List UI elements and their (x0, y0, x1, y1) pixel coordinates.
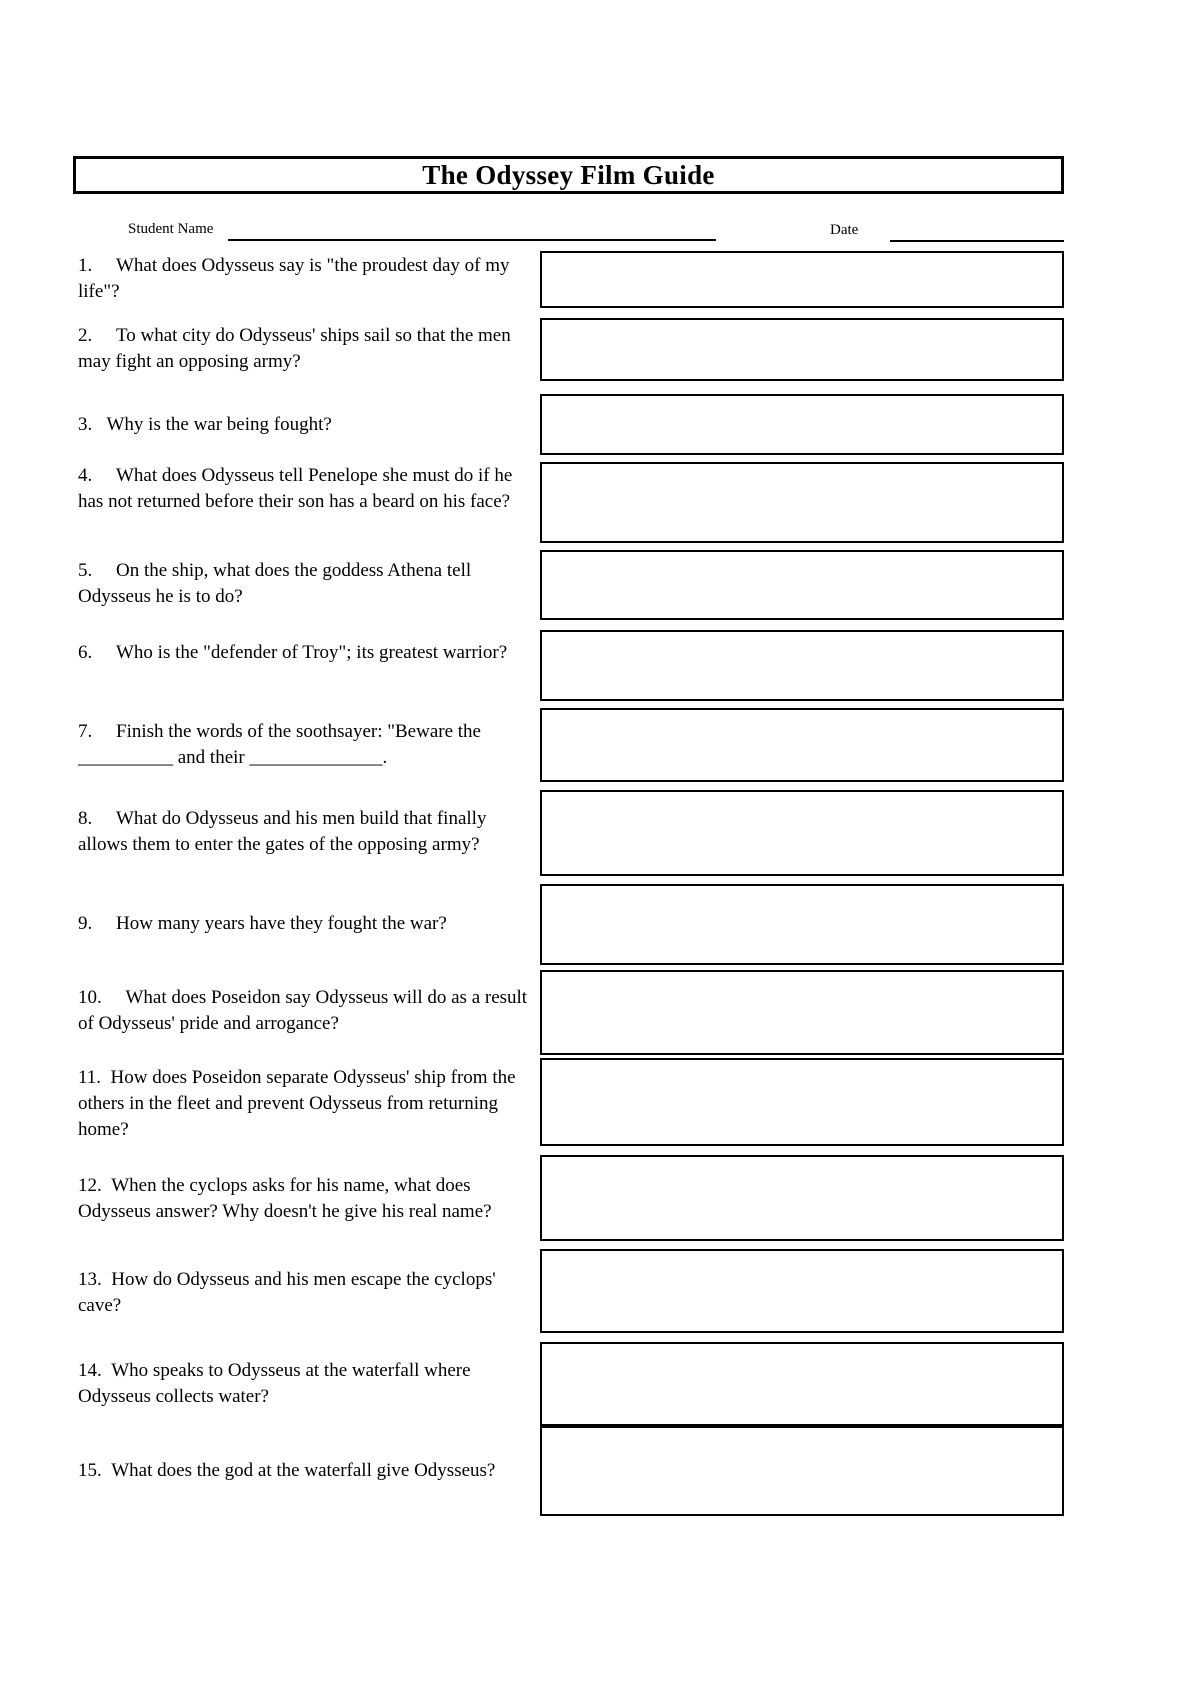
answer-box-9[interactable] (540, 884, 1064, 965)
question-3 (78, 412, 536, 438)
question-number: 7. (78, 721, 93, 742)
question-text: How many years have they fought the war? (116, 913, 447, 934)
question-number: 15. (78, 1460, 102, 1481)
question-text: What does Odysseus tell Penelope she must do if he has not returned before their son has a beard on his face? (78, 465, 513, 512)
question-text: What does Odysseus say is "the proudest day of my life"? (78, 255, 510, 302)
question-14 (78, 1358, 536, 1410)
answer-box-1[interactable] (540, 251, 1064, 308)
question-text: When the cyclops asks for his name, what does Odysseus answer? Why doesn't he give his real name? (78, 1175, 492, 1222)
answer-box-6[interactable] (540, 630, 1064, 701)
answer-box-8[interactable] (540, 790, 1064, 876)
question-number: 8. (78, 808, 93, 829)
answer-box-2[interactable] (540, 318, 1064, 381)
question-text: What do Odysseus and his men build that finally allows them to enter the gates of the opposing army? (78, 808, 487, 855)
question-11 (78, 1065, 536, 1143)
answer-box-14[interactable] (540, 1342, 1064, 1426)
question-13 (78, 1267, 536, 1319)
answer-box-12[interactable] (540, 1155, 1064, 1241)
question-number: 14. (78, 1360, 102, 1381)
question-2 (78, 323, 536, 375)
student-name-label: Student Name (128, 221, 214, 237)
question-text: Who is the "defender of Troy"; its greatest warrior? (116, 642, 508, 663)
answer-box-13[interactable] (540, 1249, 1064, 1333)
question-9 (78, 911, 536, 937)
question-15 (78, 1458, 536, 1484)
answer-box-15[interactable] (540, 1424, 1064, 1516)
answer-box-10[interactable] (540, 970, 1064, 1055)
question-number: 5. (78, 560, 93, 581)
question-text: How does Poseidon separate Odysseus' ship from the others in the fleet and prevent Odysseus from returning home? (78, 1067, 516, 1140)
question-number: 4. (78, 465, 93, 486)
question-7 (78, 719, 536, 771)
question-number: 13. (78, 1269, 102, 1290)
question-number: 6. (78, 642, 93, 663)
answer-box-7[interactable] (540, 708, 1064, 782)
question-12 (78, 1173, 536, 1225)
question-number: 12. (78, 1175, 102, 1196)
answer-box-5[interactable] (540, 550, 1064, 620)
question-number: 3. (78, 414, 93, 435)
question-number: 1. (78, 255, 93, 276)
question-5 (78, 558, 536, 610)
date-field[interactable] (890, 240, 1064, 242)
question-text: What does Poseidon say Odysseus will do as a result of Odysseus' pride and arrogance? (78, 987, 528, 1034)
question-text: Why is the war being fought? (106, 414, 332, 435)
question-number: 9. (78, 913, 93, 934)
student-name-field[interactable] (228, 239, 716, 241)
question-4 (78, 463, 536, 515)
question-number: 10. (78, 987, 102, 1008)
question-text: How do Odysseus and his men escape the cyclops' cave? (78, 1269, 496, 1316)
answer-box-3[interactable] (540, 394, 1064, 455)
question-1 (78, 253, 536, 305)
title-box (73, 156, 1064, 194)
answer-box-4[interactable] (540, 462, 1064, 543)
question-text: What does the god at the waterfall give Odysseus? (111, 1460, 496, 1481)
question-text: Who speaks to Odysseus at the waterfall where Odysseus collects water? (78, 1360, 471, 1407)
question-text: To what city do Odysseus' ships sail so that the men may fight an opposing army? (78, 325, 511, 372)
question-text: Finish the words of the soothsayer: "Beware the __________ and their ______________. (78, 721, 481, 768)
question-number: 2. (78, 325, 93, 346)
page-title: The Odyssey Film Guide (422, 159, 715, 190)
question-number: 11. (78, 1067, 102, 1088)
question-8 (78, 806, 536, 858)
date-label: Date (830, 222, 859, 238)
question-text: On the ship, what does the goddess Athena tell Odysseus he is to do? (78, 560, 472, 607)
question-6 (78, 640, 536, 666)
question-10 (78, 985, 536, 1037)
answer-box-11[interactable] (540, 1058, 1064, 1146)
